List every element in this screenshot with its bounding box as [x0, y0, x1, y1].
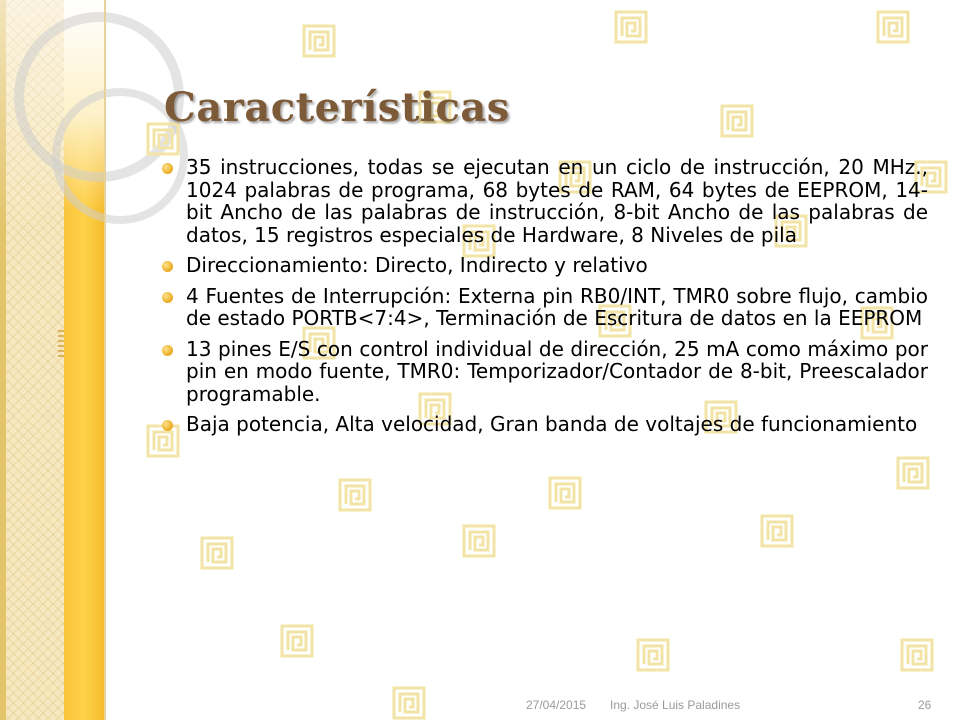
- slide-title: Características: [164, 84, 510, 131]
- greek-key-icon: [338, 478, 372, 512]
- greek-key-icon: [462, 524, 496, 558]
- footer-page-number: 26: [918, 698, 932, 712]
- bullet-text: Direccionamiento: Directo, Indirecto y relativo: [186, 253, 648, 277]
- gold-circle-bullet-icon: [162, 292, 173, 303]
- bullet-text: 35 instrucciones, todas se ejecutan en un ciclo de instrucción, 20 MHz., 1024 palabras de programa, 68 bytes de RAM, 64 bytes de EEPROM, 14-bit Ancho de las palabras de instrucción, 8-bit Ancho de las palabras de datos, 15 registros especiales de Hardware, 8 Niveles de pila: [186, 155, 928, 247]
- greek-key-icon: [280, 624, 314, 658]
- gold-circle-bullet-icon: [162, 163, 173, 174]
- greek-key-icon: [760, 514, 794, 548]
- bullet-list: [160, 156, 928, 444]
- bullet-text: Baja potencia, Alta velocidad, Gran banda de voltajes de funcionamiento: [186, 412, 918, 436]
- footer-date: 27/04/2015: [526, 698, 587, 712]
- greek-key-icon: [900, 638, 934, 672]
- bullet-item: [160, 156, 928, 246]
- greek-key-icon: [720, 104, 754, 138]
- greek-key-icon: [200, 536, 234, 570]
- greek-key-icon: [392, 686, 426, 720]
- gold-circle-bullet-icon: [162, 345, 173, 356]
- bullet-text: 13 pines E/S con control individual de dirección, 25 mA como máximo por pin en modo fuente, TMR0: Temporizador/Contador de 8-bit, Preescalador programable.: [186, 336, 928, 406]
- bullet-item: [160, 285, 928, 330]
- greek-key-icon: [876, 10, 910, 44]
- bullet-item: [160, 254, 928, 277]
- band-edge: [104, 0, 106, 720]
- greek-key-icon: [896, 456, 930, 490]
- greek-key-icon: [548, 476, 582, 510]
- bullet-text: 4 Fuentes de Interrupción: Externa pin RB0/INT, TMR0 sobre flujo, cambio de estado PORTB<7:4>, Terminación de Escritura de datos en la EEPROM: [186, 283, 928, 330]
- gold-circle-bullet-icon: [162, 420, 173, 431]
- greek-key-icon: [614, 10, 648, 44]
- band-dots: [58, 330, 64, 360]
- bullet-item: [160, 413, 928, 436]
- greek-key-icon: [636, 638, 670, 672]
- bullet-item: [160, 338, 928, 406]
- greek-key-icon: [302, 24, 336, 58]
- gold-circle-bullet-icon: [162, 261, 173, 272]
- footer-author: Ing. José Luis Paladines: [610, 698, 741, 712]
